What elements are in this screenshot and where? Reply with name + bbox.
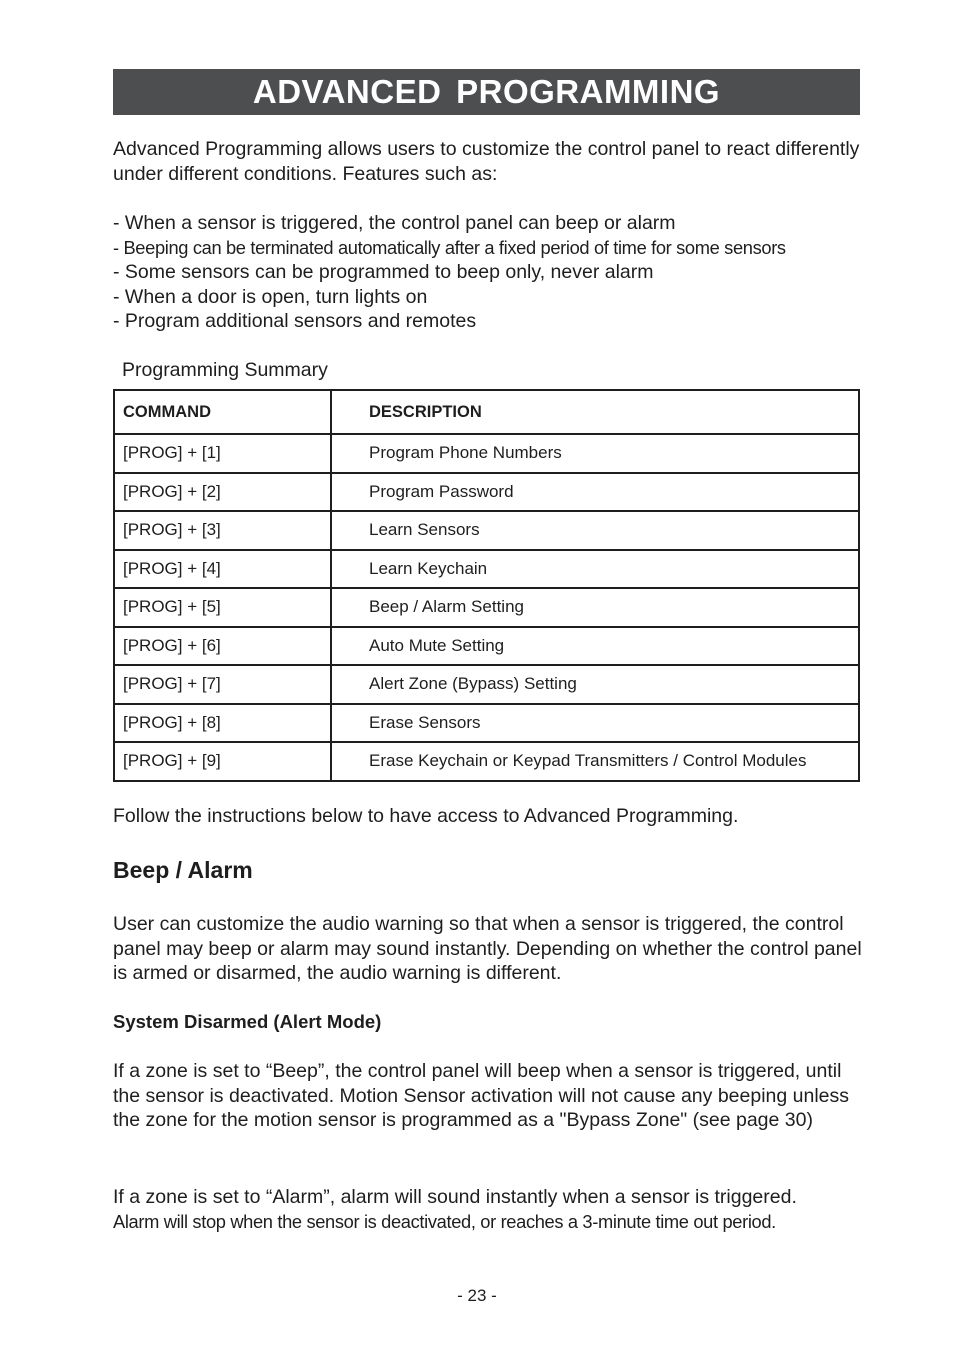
command-cell: [PROG] + [3] (114, 511, 331, 550)
feature-item: - When a door is open, turn lights on (113, 285, 428, 308)
table-row (114, 665, 859, 704)
alarm-zone-line: If a zone is set to “Alarm”, alarm will sound instantly when a sensor is triggered. (113, 1186, 797, 1208)
command-cell: [PROG] + [2] (114, 473, 331, 512)
description-cell: Program Password (331, 473, 859, 512)
table-row (114, 627, 859, 666)
alarm-zone-line: Alarm will stop when the sensor is deactivated, or reaches a 3-minute time out period. (113, 1210, 776, 1232)
feature-item: - Beeping can be terminated automatically after a fixed period of time for some sensors (113, 236, 786, 258)
beep-alarm-heading: Beep / Alarm (113, 857, 253, 883)
description-cell: Program Phone Numbers (331, 434, 859, 473)
follow-instructions: Follow the instructions below to have access to Advanced Programming. (113, 805, 739, 827)
feature-item: - When a sensor is triggered, the control panel can beep or alarm (113, 212, 676, 234)
description-cell: Learn Keychain (331, 550, 859, 589)
command-cell: [PROG] + [1] (114, 434, 331, 473)
intro-paragraph: Advanced Programming allows users to customize the control panel to react differently under different conditions. Features such as: (113, 138, 860, 185)
description-cell: Learn Sensors (331, 511, 859, 550)
command-cell: [PROG] + [8] (114, 704, 331, 743)
table-row (114, 550, 859, 589)
description-cell: Erase Keychain or Keypad Transmitters / Control Modules (331, 742, 859, 781)
feature-list (113, 211, 873, 334)
command-cell: [PROG] + [6] (114, 627, 331, 666)
table-row (114, 742, 859, 781)
feature-item: - Program additional sensors and remotes (113, 310, 477, 332)
table-row (114, 704, 859, 743)
beep-alarm-paragraph: User can customize the audio warning so that when a sensor is triggered, the control panel may beep or alarm may sound instantly. Depending on whether the control panel is armed or disarmed, the audio warning is different. (113, 913, 862, 984)
command-cell: [PROG] + [4] (114, 550, 331, 589)
table-row (114, 434, 859, 473)
programming-summary-table (113, 389, 860, 782)
description-cell: Erase Sensors (331, 704, 859, 743)
feature-item: - Some sensors can be programmed to beep only, never alarm (113, 261, 654, 283)
command-cell: [PROG] + [5] (114, 588, 331, 627)
command-header: COMMAND (114, 390, 331, 434)
alarm-zone-paragraph (113, 1185, 873, 1234)
beep-zone-paragraph: If a zone is set to “Beep”, the control panel will beep when a sensor is triggered, until the sensor is deactivated. Motion Sensor activation will not cause any beeping unless the zone for the motion sensor is programmed as a "Bypass Zone" (see page 30) (113, 1060, 850, 1131)
table-row (114, 588, 859, 627)
summary-label: Programming Summary (122, 359, 328, 381)
command-cell: [PROG] + [9] (114, 742, 331, 781)
description-header: DESCRIPTION (331, 390, 859, 434)
description-cell: Alert Zone (Bypass) Setting (331, 665, 859, 704)
description-cell: Beep / Alarm Setting (331, 588, 859, 627)
table-row (114, 511, 859, 550)
page-title: ADVANCED PROGRAMMING (113, 69, 860, 115)
disarmed-heading: System Disarmed (Alert Mode) (113, 1011, 382, 1032)
table-header-row (114, 390, 859, 434)
page-number: - 23 - (457, 1286, 497, 1305)
table-row (114, 473, 859, 512)
command-cell: [PROG] + [7] (114, 665, 331, 704)
description-cell: Auto Mute Setting (331, 627, 859, 666)
